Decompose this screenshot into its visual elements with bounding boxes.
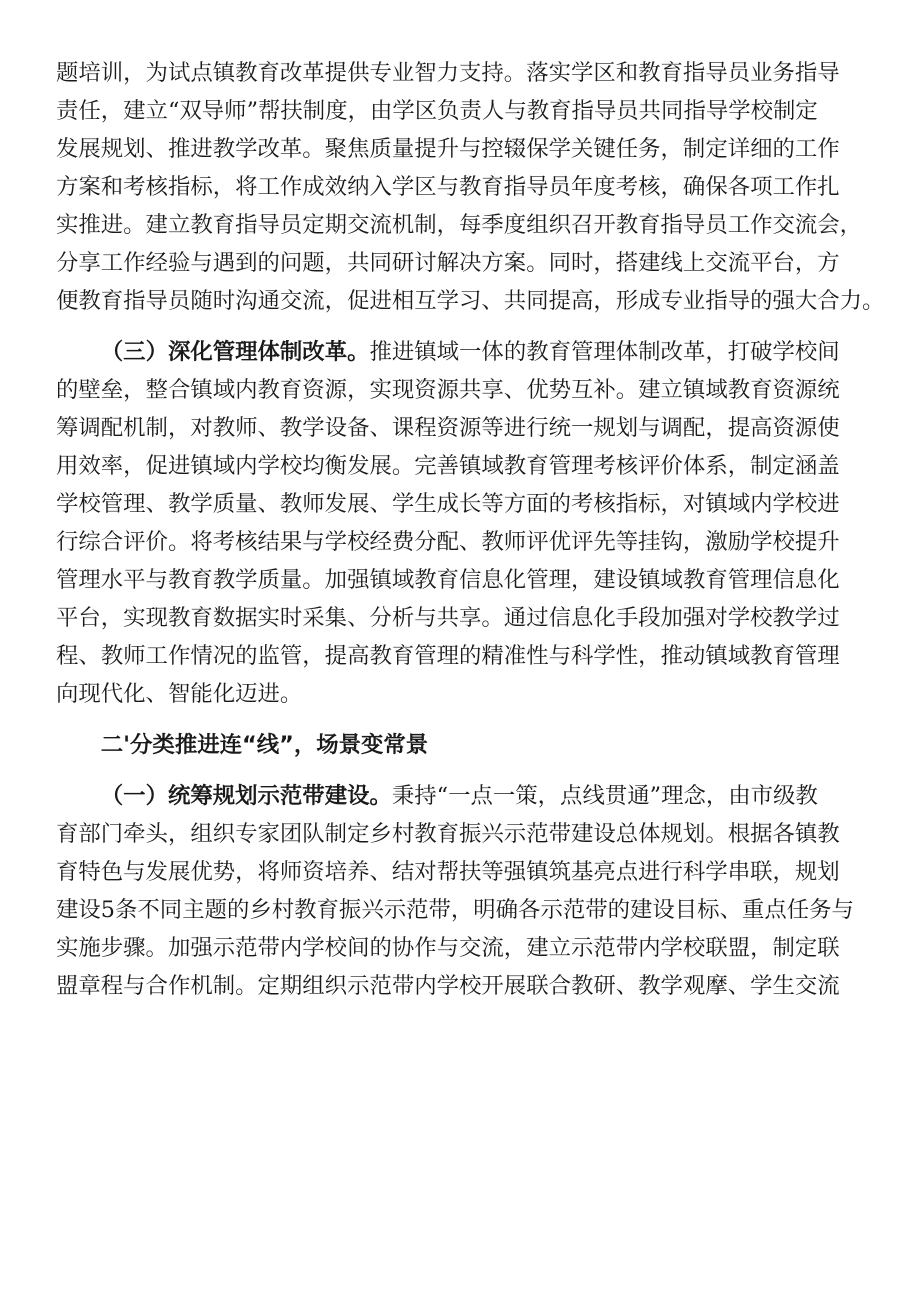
text-line: 实施步骤。加强示范带内学校间的协作与交流，建立示范带内学校联盟，制定联 [56, 935, 840, 961]
text-line: 盟章程与合作机制。定期组织示范带内学校开展联合教研、教学观摩、学生交流 [56, 973, 840, 999]
paragraph-management-reform [56, 333, 868, 713]
text-line: 行综合评价。将考核结果与学校经费分配、教师评优评先等挂钩，激励学校提升 [56, 529, 840, 555]
text-line: 育部门牵头，组织专家团队制定乡村教育振兴示范带建设总体规划。根据各镇教 [56, 821, 840, 847]
text-line: 筹调配机制，对教师、教学设备、课程资源等进行统一规划与调配，提高资源使 [56, 415, 840, 441]
text-line [56, 333, 868, 371]
text-line: 实推进。建立教育指导员定期交流机制，每季度组织召开教育指导员工作交流会， [56, 212, 863, 238]
section-heading-block [56, 726, 868, 764]
text-line: 用效率，促进镇域内学校均衡发展。完善镇域教育管理考核评价体系，制定涵盖 [56, 453, 840, 479]
text-line: 的壁垒，整合镇域内教育资源，实现资源共享、优势互补。建立镇域教育资源统 [56, 377, 840, 403]
text-line: 管理水平与教育教学质量。加强镇域教育信息化管理，建设镇域教育管理信息化 [56, 567, 840, 593]
text-line: 责任，建立“双导师”帮扶制度，由学区负责人与教育指导员共同指导学校制定 [56, 98, 818, 124]
text-line: 题培训，为试点镇教育改革提供专业智力支持。落实学区和教育指导员业务指导 [56, 60, 840, 86]
text-line: 平台，实现教育数据实时采集、分析与共享。通过信息化手段加强对学校教学过 [56, 605, 840, 631]
text-line: 向现代化、智能化迈进。 [56, 681, 303, 707]
paragraph-demo-belt [56, 777, 868, 1005]
text-line: 育特色与发展优势，将师资培养、结对帮扶等强镇筑基亮点进行科学串联，规划 [56, 859, 840, 885]
text-fragment: 推进镇域一体的教育管理体制改革，打破学校间 [369, 339, 840, 365]
text-line: 分享工作经验与遇到的问题，共同研讨解决方案。同时，搭建线上交流平台，方 [56, 250, 840, 276]
text-line: 建设5条不同主题的乡村教育振兴示范带，明确各示范带的建设目标、重点任务与 [56, 897, 854, 923]
paragraph-heading: （一）统筹规划示范带建设。 [100, 783, 392, 809]
section-heading: 二'分类推进连“线”，场景变常景 [100, 732, 429, 758]
text-line [56, 777, 868, 815]
paragraph-heading: （三）深化管理体制改革。 [100, 339, 370, 365]
text-line: 方案和考核指标，将工作成效纳入学区与教育指导员年度考核，确保各项工作扎 [56, 174, 840, 200]
text-line: 程、教师工作情况的监管，提高教育管理的精准性与科学性，推动镇域教育管理 [56, 643, 840, 669]
text-line: 发展规划、推进教学改革。聚焦质量提升与控辍保学关键任务，制定详细的工作 [56, 136, 840, 162]
text-fragment: 秉持“一点一策，点线贯通”理念，由市级教 [391, 783, 818, 809]
text-line: 学校管理、教学质量、教师发展、学生成长等方面的考核指标，对镇域内学校进 [56, 491, 840, 517]
paragraph-guidance [56, 54, 885, 320]
text-line: 便教育指导员随时沟通交流，促进相互学习、共同提高，形成专业指导的强大合力。 [56, 288, 885, 314]
